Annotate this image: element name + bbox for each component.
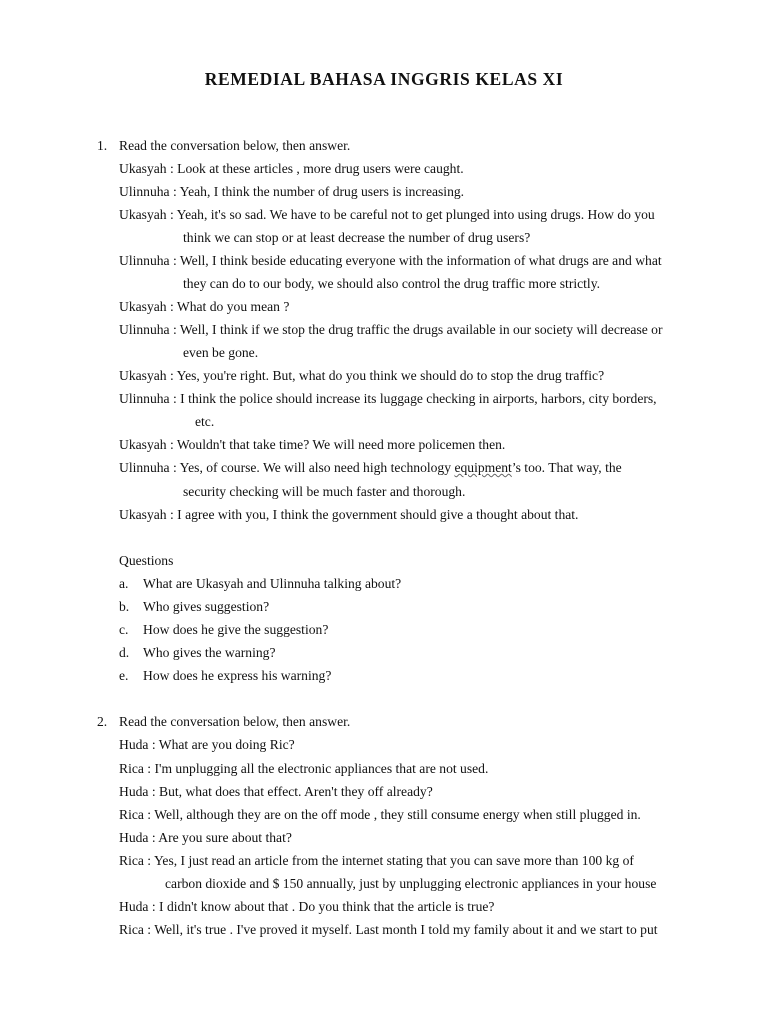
question-letter: b.	[119, 599, 130, 614]
dialogue-line: Huda : Are you sure about that?	[119, 830, 292, 845]
dialogue-line: Ulinnuha : Yeah, I think the number of drug users is increasing.	[119, 184, 465, 199]
dialogue-line: Ukasyah : Wouldn't that take time? We will need more policemen then.	[119, 437, 506, 452]
dialogue-line: Ukasyah : Look at these articles , more drug users were caught.	[119, 161, 464, 176]
spellcheck-marked-word: equipment	[454, 460, 512, 475]
dialogue-line	[119, 460, 622, 476]
question-text: What are Ukasyah and Ulinnuha talking about?	[143, 576, 402, 591]
dialogue-line: Rica : Well, although they are on the off mode , they still consume energy when still plugged in.	[119, 807, 641, 822]
section-number: 2.	[97, 714, 108, 729]
dialogue-line: Rica : Well, it's true . I've proved it myself. Last month I told my family about it and we start to put	[119, 922, 658, 937]
dialogue-line: Ulinnuha : I think the police should increase its luggage checking in airports, harbors, city borders,	[119, 391, 657, 406]
page-title: REMEDIAL BAHASA INGGRIS KELAS XI	[204, 69, 564, 89]
dialogue-continuation: security checking will be much faster and thorough.	[183, 484, 466, 499]
dialogue-continuation: even be gone.	[183, 345, 259, 360]
dialogue-line: Ukasyah : Yeah, it's so sad. We have to be careful not to get plunged into using drugs. How do you	[119, 207, 655, 222]
question-letter: e.	[119, 668, 129, 683]
dialogue-line: Ukasyah : I agree with you, I think the government should give a thought about that.	[119, 507, 579, 522]
dialogue-text: Ulinnuha : Yes, of course. We will also need high technology	[119, 460, 455, 475]
dialogue-line: Ukasyah : What do you mean ?	[119, 299, 290, 314]
dialogue-continuation: carbon dioxide and $ 150 annually, just by unplugging electronic appliances in your house	[165, 876, 657, 891]
question-text: Who gives suggestion?	[143, 599, 270, 614]
question-letter: c.	[119, 622, 129, 637]
dialogue-continuation: they can do to our body, we should also control the drug traffic more strictly.	[183, 276, 601, 291]
dialogue-line: Ulinnuha : Well, I think if we stop the drug traffic the drugs available in our society will decrease or	[119, 322, 663, 337]
section-instruction: Read the conversation below, then answer.	[119, 138, 351, 153]
question-text: Who gives the warning?	[143, 645, 276, 660]
dialogue-text: ’s too. That way, the	[511, 460, 622, 475]
dialogue-line: Ukasyah : Yes, you're right. But, what do you think we should do to stop the drug traffic?	[119, 368, 605, 383]
question-text: How does he give the suggestion?	[143, 622, 329, 637]
dialogue-continuation: etc.	[195, 414, 215, 429]
question-letter: d.	[119, 645, 130, 660]
section-number: 1.	[97, 138, 108, 153]
section-instruction: Read the conversation below, then answer.	[119, 714, 351, 729]
questions-heading: Questions	[119, 553, 174, 568]
dialogue-line: Huda : I didn't know about that . Do you think that the article is true?	[119, 899, 495, 914]
dialogue-line: Rica : Yes, I just read an article from the internet stating that you can save more than 100 kg of	[119, 853, 634, 868]
dialogue-continuation: think we can stop or at least decrease the number of drug users?	[183, 230, 531, 245]
dialogue-line: Rica : I'm unplugging all the electronic appliances that are not used.	[119, 761, 489, 776]
dialogue-line: Huda : What are you doing Ric?	[119, 737, 295, 752]
question-letter: a.	[119, 576, 129, 591]
dialogue-line: Huda : But, what does that effect. Aren't they off already?	[119, 784, 433, 799]
dialogue-line: Ulinnuha : Well, I think beside educating everyone with the information of what drugs are and what	[119, 253, 662, 268]
question-text: How does he express his warning?	[143, 668, 332, 683]
